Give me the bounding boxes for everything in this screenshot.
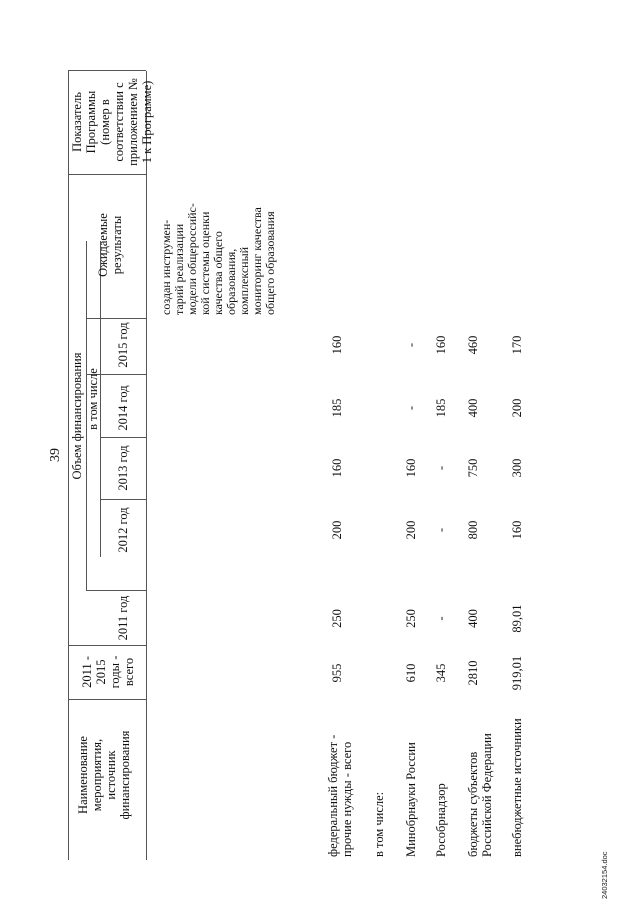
cell-2014: 200 [510, 398, 524, 418]
row-name: в том числе: [372, 791, 386, 857]
col-divider-indicator [68, 174, 146, 175]
table-right-border [68, 70, 146, 71]
header-year-2014: 2014 год [116, 385, 130, 431]
header-indicator: Показатель Программы (номер в соответствии с приложением № 1 к Программе) [70, 78, 154, 166]
cell-2011: 250 [330, 609, 344, 628]
cell-2014: 400 [466, 398, 480, 418]
header-year-2015: 2015 год [116, 322, 130, 368]
cell-total: 919,01 [510, 655, 524, 691]
header-year-2011: 2011 год [116, 595, 130, 641]
col-divider-2011 [68, 645, 146, 646]
header-name: Наименование мероприятия, источник финансирования [76, 730, 132, 820]
cell-total: 610 [404, 663, 418, 683]
table-header-bottom-border [146, 71, 147, 860]
cell-2013: - [434, 465, 448, 471]
col-divider-2014 [100, 437, 146, 438]
cell-2014: - [404, 405, 418, 411]
cell-2011: 400 [466, 609, 480, 628]
cell-2011: - [434, 616, 448, 621]
cell-2012: 160 [510, 520, 524, 540]
cell-2013: 160 [404, 458, 418, 478]
col-divider-2012 [86, 590, 146, 591]
header-funding-group: Объем финансирования [70, 352, 84, 480]
header-year-2013: 2013 год [116, 445, 130, 491]
row-name: бюджеты субъектов Российской Федерации [466, 733, 494, 857]
row-name: Рособрнадзор [434, 783, 448, 857]
header-total: 2011 - 2015 годы - всего [80, 655, 136, 689]
cell-2011: 89,01 [510, 604, 524, 633]
cell-2015: 460 [466, 335, 480, 355]
cell-2015: 160 [434, 335, 448, 355]
cell-2011: 250 [404, 609, 418, 628]
row-name: Минобрнауки России [404, 742, 418, 857]
cell-2014: 185 [434, 398, 448, 418]
header-including: в том числе [86, 368, 100, 430]
page-number: 39 [48, 448, 63, 462]
table-top-border [68, 71, 69, 860]
cell-2013: 750 [466, 458, 480, 478]
cell-2013: 160 [330, 458, 344, 478]
cell-2015: 170 [510, 335, 524, 355]
cell-2012: 800 [466, 520, 480, 540]
cell-2012: 200 [330, 520, 344, 540]
cell-2012: - [434, 527, 448, 533]
cell-total: 2810 [466, 660, 480, 686]
cell-2013: 300 [510, 458, 524, 478]
row-name: внебюджетные источники [510, 718, 524, 857]
header-year-2012: 2012 год [116, 507, 130, 553]
expected-results-text: создан инструмен- тарий реализации модели общероссийс- кой системы оценки качества общего образования, комплексный мониторинг качества общего образования [159, 203, 277, 315]
col-divider-2013 [100, 499, 146, 500]
cell-2012: 200 [404, 520, 418, 540]
row-name: федеральный бюджет - прочие нужды - всего [326, 734, 354, 857]
cell-2015: 160 [330, 335, 344, 355]
cell-total: 345 [434, 663, 448, 683]
footer-doc-code: 24032154.doc [600, 851, 609, 899]
cell-total: 955 [330, 663, 344, 683]
cell-2015: - [404, 342, 418, 348]
cell-2014: 185 [330, 398, 344, 418]
header-results: Ожидаемые результаты [96, 213, 124, 277]
col-divider-total [68, 699, 146, 700]
